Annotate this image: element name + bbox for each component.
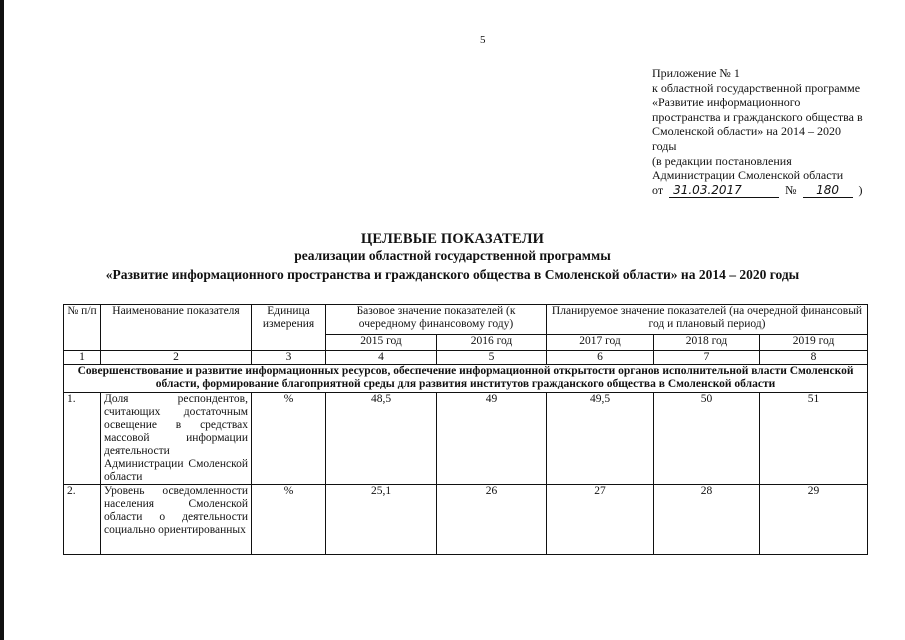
column-number: 4 — [326, 351, 437, 365]
indicator-name: Уровень осведомленности населения Смоленской области о деятельности социально ориентированных — [101, 485, 252, 555]
document-subtitle: реализации областной государственной программы — [294, 248, 611, 263]
column-number: 2 — [101, 351, 252, 365]
scan-edge-bar — [0, 0, 4, 640]
appendix-title: Приложение № 1 — [652, 66, 740, 80]
value-cell: 51 — [760, 393, 868, 485]
close-paren: ) — [858, 182, 863, 197]
appendix-block — [652, 66, 882, 198]
value-cell: 49,5 — [547, 393, 654, 485]
column-number: 1 — [64, 351, 101, 365]
value-cell: 49 — [437, 393, 547, 485]
year-header: 2018 год — [654, 335, 760, 351]
table-row — [64, 393, 868, 485]
indicator-name: Доля респондентов, считающих достаточным освещение в средствах массовой информации деятельности Администрации Смоленской области — [101, 393, 252, 485]
appendix-line: Администрации Смоленской области — [652, 168, 844, 183]
appendix-line: «Развитие информационного — [652, 95, 801, 110]
header-row — [64, 305, 868, 335]
section-row — [64, 365, 868, 393]
unit-cell: % — [252, 485, 326, 555]
value-cell: 26 — [437, 485, 547, 555]
appendix-line: годы — [652, 138, 677, 153]
header-name: Наименование показателя — [101, 305, 252, 351]
value-cell: 27 — [547, 485, 654, 555]
from-label: от — [652, 182, 664, 197]
document-title: ЦЕЛЕВЫЕ ПОКАЗАТЕЛИ — [360, 231, 545, 247]
column-number: 5 — [437, 351, 547, 365]
column-number: 3 — [252, 351, 326, 365]
header-num: № п/п — [64, 305, 101, 351]
value-cell: 29 — [760, 485, 868, 555]
header-base-value: Базовое значение показателей (к очередному финансовому году) — [326, 305, 547, 335]
appendix-line: Смоленской области» на 2014 – 2020 — [652, 124, 842, 139]
header-unit: Единица измерения — [252, 305, 326, 351]
appendix-line: пространства и гражданского общества в — [652, 109, 863, 124]
column-number-row — [64, 351, 868, 365]
table-row — [64, 485, 868, 555]
page-number: 5 — [480, 34, 486, 46]
column-number: 8 — [760, 351, 868, 365]
column-number: 6 — [547, 351, 654, 365]
header-planned-value: Планируемое значение показателей (на очередной финансовый год и плановый период) — [547, 305, 868, 335]
year-header: 2019 год — [760, 335, 868, 351]
appendix-line: к областной государственной программе — [652, 80, 861, 95]
handwritten-number: 180 — [803, 183, 853, 199]
column-number: 7 — [654, 351, 760, 365]
handwritten-date: 31.03.2017 — [669, 183, 779, 199]
unit-cell: % — [252, 393, 326, 485]
year-header: 2015 год — [326, 335, 437, 351]
indicators-table — [63, 304, 868, 555]
section-title: Совершенствование и развитие информационных ресурсов, обеспечение информационной открытости органов исполнительной власти Смоленской области, формирование благоприятной среды для развития институтов гражданского общества в Смоленской области — [64, 365, 868, 393]
program-name: «Развитие информационного пространства и гражданского общества в Смоленской области» на 2014 – 2020 годы — [105, 267, 800, 282]
row-number: 2. — [64, 485, 101, 555]
appendix-date-line — [652, 183, 882, 199]
year-header: 2017 год — [547, 335, 654, 351]
value-cell: 25,1 — [326, 485, 437, 555]
row-number: 1. — [64, 393, 101, 485]
number-label: № — [785, 182, 797, 197]
appendix-line: (в редакции постановления — [652, 153, 792, 168]
value-cell: 48,5 — [326, 393, 437, 485]
year-header: 2016 год — [437, 335, 547, 351]
value-cell: 28 — [654, 485, 760, 555]
value-cell: 50 — [654, 393, 760, 485]
